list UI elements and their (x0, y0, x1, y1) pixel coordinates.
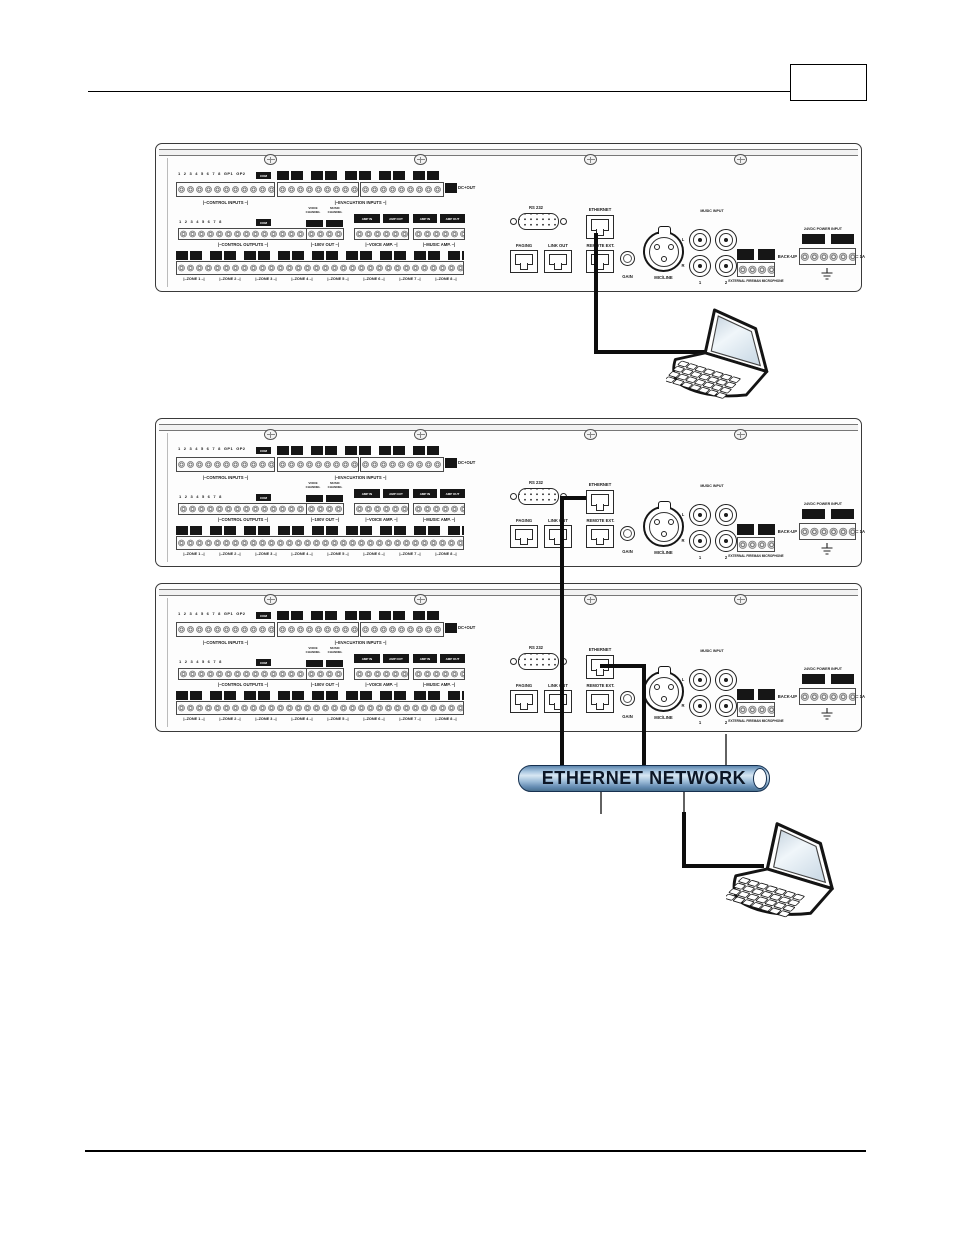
zone-label: |– ZONE 7 –| (392, 277, 428, 281)
ground-icon (820, 268, 834, 281)
music-input-label: MUSIC INPUT (700, 649, 724, 653)
rca-1-label: 1 (698, 720, 702, 725)
voice-channel-connector (306, 495, 323, 502)
xlr-pin (661, 531, 667, 537)
screw-icon (264, 594, 277, 605)
evacuation-input-connectors (277, 171, 444, 180)
screw-icon (414, 594, 427, 605)
control-inputs-terminal-strip (176, 622, 275, 637)
music-input-rca-jack (689, 229, 711, 251)
zone-output-connectors (176, 691, 464, 700)
power-connectors (802, 234, 856, 244)
ethernet-port (586, 215, 614, 239)
control-outputs-numbers: 1 2 3 4 5 6 7 8 (179, 659, 222, 664)
music-input-rca-jack (689, 695, 711, 717)
music-input-rca-jack (689, 530, 711, 552)
screw-icon (734, 429, 747, 440)
rs232-label: RS 232 (529, 480, 543, 485)
voice-amp-label: |– VOICE AMP. –| (352, 682, 411, 687)
zone-label: |– ZONE 6 –| (356, 552, 392, 556)
remote-ext-port (586, 250, 614, 273)
zone-label: |– ZONE 5 –| (320, 552, 356, 556)
link-out-label: LINK OUT (548, 518, 568, 523)
zone-label: |– ZONE 8 –| (428, 552, 464, 556)
laptop-1 (666, 299, 778, 405)
music-amp-in-label: AMP IN (413, 489, 437, 498)
dc-out-label: DC+OUT (458, 185, 476, 190)
music-input-label: MUSIC INPUT (700, 209, 724, 213)
rs232-port (518, 488, 559, 505)
xlr-pin (668, 519, 674, 525)
zone-label: |– ZONE 2 –| (212, 552, 248, 556)
remote-ext-label: REMOTE EXT. (586, 683, 615, 688)
control-inputs-label: |– CONTROL INPUTS –| (176, 200, 275, 205)
link-out-label: LINK OUT (548, 243, 568, 248)
zone-label: |– ZONE 2 –| (212, 717, 248, 721)
laptop-icon (666, 299, 778, 405)
amplifier-rear-panel (155, 418, 865, 567)
screw-icon (584, 429, 597, 440)
panel-edge-line (167, 598, 168, 727)
zone-label: |– ZONE 2 –| (212, 277, 248, 281)
amplifier-rear-panel (155, 583, 865, 732)
xlr-pin (668, 684, 674, 690)
rca-1-label: 1 (698, 555, 702, 560)
zone-output-connectors (176, 526, 464, 535)
backup-label: BACK-UP (777, 529, 797, 534)
ethernet-network-label: ETHERNET NETWORK (541, 768, 747, 788)
voice-amp-terminal-strip (354, 228, 409, 240)
com-terminal-label: COM (256, 447, 271, 454)
voice-amp-terminal-strip (354, 668, 409, 680)
100v-out-label: |– 100V OUT –| (302, 682, 348, 687)
zone-terminal-strip (176, 701, 464, 715)
power-input-label: 24VDC POWER INPUT (804, 667, 842, 671)
paging-port (510, 525, 538, 548)
amplifier-unit-1 (155, 143, 865, 292)
dc-out-connector (445, 183, 457, 193)
zone-terminal-strip (176, 261, 464, 275)
xlr-pin (654, 684, 660, 690)
com-terminal-label: COM (256, 659, 271, 666)
music-input-rca-jack (715, 504, 737, 526)
power-input-label: 24VDC POWER INPUT (804, 227, 842, 231)
evacuation-inputs-terminal-strip (360, 622, 444, 637)
zone-label: |– ZONE 6 –| (356, 277, 392, 281)
power-terminal (799, 248, 856, 265)
music-amp-out-label: AMP OUT (440, 654, 465, 663)
zone-label: |– ZONE 4 –| (284, 552, 320, 556)
screw-icon (264, 429, 277, 440)
100v-out-terminal-strip (306, 503, 344, 515)
evacuation-inputs-terminal-strip (360, 457, 444, 472)
rs232-screw-hole (560, 658, 567, 665)
zone-label: |– ZONE 1 –| (176, 277, 212, 281)
xlr-latch-tab (658, 501, 671, 509)
voice-amp-in-label: AMP IN (354, 214, 380, 223)
remote-ext-label: REMOTE EXT. (586, 243, 615, 248)
control-inputs-terminal-strip (176, 182, 275, 197)
music-input-rca-jack (689, 669, 711, 691)
zone-label: |– ZONE 4 –| (284, 277, 320, 281)
current-rating-label: = 1A (856, 529, 870, 534)
music-amp-terminal-strip (413, 228, 465, 240)
link-out-port (544, 250, 572, 273)
fireman-mic-terminal (737, 702, 775, 717)
dc-out-label: DC+OUT (458, 460, 476, 465)
control-inputs-label: |– CONTROL INPUTS –| (176, 475, 275, 480)
voice-channel-label: VOICE CHANNEL (305, 206, 321, 214)
zone-label: |– ZONE 6 –| (356, 717, 392, 721)
rca-right-label: R (681, 263, 685, 268)
page-number-box (790, 64, 867, 101)
rs232-label: RS 232 (529, 645, 543, 650)
voice-amp-label: |– VOICE AMP. –| (352, 242, 411, 247)
rca-2-label: 2 (724, 720, 728, 725)
panel-edge-line (167, 433, 168, 562)
amplifier-unit-2 (155, 418, 865, 567)
pipe-end-cap (753, 768, 767, 789)
rca-left-label: L (681, 237, 685, 242)
rca-left-label: L (681, 512, 685, 517)
zone-label: |– ZONE 7 –| (392, 552, 428, 556)
laptop-2 (726, 812, 844, 924)
panel-edge-line (167, 158, 168, 287)
control-outputs-terminal-strip (178, 503, 308, 515)
screw-icon (414, 154, 427, 165)
paging-port (510, 250, 538, 273)
control-inputs-numbers: 1 2 3 4 5 6 7 8 GP1 GP2 (178, 446, 246, 451)
control-outputs-terminal-strip (178, 668, 308, 680)
screw-icon (584, 154, 597, 165)
music-channel-label: MUSIC CHANNEL (327, 481, 343, 489)
gain-label: GAIN (622, 549, 633, 554)
control-outputs-label: |– CONTROL OUTPUTS –| (178, 242, 308, 247)
gain-knob (620, 691, 635, 706)
evacuation-input-connectors (277, 611, 444, 620)
com-terminal-label: COM (256, 612, 271, 619)
music-amp-label: |– MUSIC AMP. –| (411, 242, 467, 247)
paging-label: PAGING (515, 243, 533, 248)
music-input-rca-jack (689, 504, 711, 526)
zone-label: |– ZONE 5 –| (320, 717, 356, 721)
gain-label: GAIN (622, 714, 633, 719)
zone-label: |– ZONE 1 –| (176, 717, 212, 721)
music-channel-label: MUSIC CHANNEL (327, 646, 343, 654)
rs232-screw-hole (510, 493, 517, 500)
zone-label: |– ZONE 7 –| (392, 717, 428, 721)
music-amp-terminal-strip (413, 503, 465, 515)
100v-out-terminal-strip (306, 228, 344, 240)
evacuation-inputs-terminal-strip (277, 622, 359, 637)
xlr-latch-tab (658, 666, 671, 674)
screw-icon (584, 594, 597, 605)
link-out-port (544, 525, 572, 548)
ethernet-port (586, 490, 614, 514)
music-amp-out-label: AMP OUT (440, 214, 465, 223)
rs232-label: RS 232 (529, 205, 543, 210)
voice-channel-connector (306, 660, 323, 667)
control-inputs-numbers: 1 2 3 4 5 6 7 8 GP1 GP2 (178, 611, 246, 616)
zone-label: |– ZONE 1 –| (176, 552, 212, 556)
music-input-rca-jack (715, 695, 737, 717)
voice-amp-out-label: AMP OUT (383, 489, 409, 498)
control-inputs-terminal-strip (176, 457, 275, 472)
dc-out-connector (445, 458, 457, 468)
remote-ext-port (586, 690, 614, 713)
music-input-label: MUSIC INPUT (700, 484, 724, 488)
zone-label: |– ZONE 5 –| (320, 277, 356, 281)
rs232-screw-hole (510, 658, 517, 665)
backup-label: BACK-UP (777, 694, 797, 699)
power-connectors (802, 509, 856, 519)
rca-right-label: R (681, 703, 685, 708)
evacuation-input-connectors (277, 446, 444, 455)
voice-channel-label: VOICE CHANNEL (305, 646, 321, 654)
music-input-rca-jack (715, 669, 737, 691)
screw-icon (264, 154, 277, 165)
voice-amp-in-label: AMP IN (354, 489, 380, 498)
voice-amp-label: |– VOICE AMP. –| (352, 517, 411, 522)
gain-knob (620, 251, 635, 266)
rack-top-rail (159, 424, 858, 431)
rca-2-label: 2 (724, 555, 728, 560)
ethernet-port (586, 655, 614, 679)
zone-label: |– ZONE 3 –| (248, 717, 284, 721)
screw-icon (734, 594, 747, 605)
ethernet-label: ETHERNET (588, 647, 612, 652)
xlr-pin (654, 519, 660, 525)
fireman-mic-terminal (737, 537, 775, 552)
paging-label: PAGING (515, 683, 533, 688)
zone-label: |– ZONE 3 –| (248, 552, 284, 556)
dc-out-connector (445, 623, 457, 633)
rs232-screw-hole (510, 218, 517, 225)
mic-line-label: MIC/LINE (654, 550, 673, 555)
com-terminal-label: COM (256, 494, 271, 501)
rs232-port (518, 653, 559, 670)
footer-rule (85, 1150, 866, 1152)
remote-ext-port (586, 525, 614, 548)
mic-line-xlr-port (643, 506, 684, 547)
current-rating-label: = 1A (856, 254, 870, 259)
zone-labels-row (176, 717, 464, 721)
music-amp-label: |– MUSIC AMP. –| (411, 517, 467, 522)
power-terminal (799, 523, 856, 540)
evacuation-inputs-terminal-strip (360, 182, 444, 197)
xlr-pin (654, 244, 660, 250)
music-amp-label: |– MUSIC AMP. –| (411, 682, 467, 687)
music-amp-in-label: AMP IN (413, 654, 437, 663)
zone-labels-row (176, 277, 464, 281)
zone-label: |– ZONE 3 –| (248, 277, 284, 281)
control-inputs-label: |– CONTROL INPUTS –| (176, 640, 275, 645)
link-out-port (544, 690, 572, 713)
xlr-latch-tab (658, 226, 671, 234)
rca-right-label: R (681, 538, 685, 543)
rack-top-rail (159, 589, 858, 596)
control-outputs-terminal-strip (178, 228, 308, 240)
mic-line-label: MIC/LINE (654, 275, 673, 280)
remote-ext-label: REMOTE EXT. (586, 518, 615, 523)
rs232-port (518, 213, 559, 230)
amplifier-unit-3 (155, 583, 865, 732)
zone-labels-row (176, 552, 464, 556)
laptop-icon (726, 812, 844, 924)
xlr-pin (661, 256, 667, 262)
mic-line-xlr-port (643, 671, 684, 712)
xlr-pin (661, 696, 667, 702)
evacuation-inputs-label: |– EVACUATION INPUTS –| (277, 200, 444, 205)
voice-channel-label: VOICE CHANNEL (305, 481, 321, 489)
screw-icon (734, 154, 747, 165)
voice-channel-connector (306, 220, 323, 227)
rca-left-label: L (681, 677, 685, 682)
100v-out-label: |– 100V OUT –| (302, 242, 348, 247)
evacuation-inputs-label: |– EVACUATION INPUTS –| (277, 640, 444, 645)
mic-line-xlr-port (643, 231, 684, 272)
music-channel-label: MUSIC CHANNEL (327, 206, 343, 214)
zone-label: |– ZONE 8 –| (428, 277, 464, 281)
music-input-rca-jack (715, 255, 737, 277)
rca-2-label: 2 (724, 280, 728, 285)
power-terminal (799, 688, 856, 705)
com-terminal-label: COM (256, 172, 271, 179)
screw-icon (414, 429, 427, 440)
fireman-mic-label: EXTERNAL FIREMAN MICROPHONE (728, 279, 784, 283)
100v-out-terminal-strip (306, 668, 344, 680)
com-terminal-label: COM (256, 219, 271, 226)
voice-amp-in-label: AMP IN (354, 654, 380, 663)
link-out-label: LINK OUT (548, 683, 568, 688)
evacuation-inputs-label: |– EVACUATION INPUTS –| (277, 475, 444, 480)
music-channel-connector (326, 220, 343, 227)
control-outputs-label: |– CONTROL OUTPUTS –| (178, 682, 308, 687)
gain-label: GAIN (622, 274, 633, 279)
gain-knob (620, 526, 635, 541)
ground-icon (820, 708, 834, 721)
music-input-rca-jack (715, 530, 737, 552)
music-channel-connector (326, 495, 343, 502)
rs232-screw-hole (560, 493, 567, 500)
control-inputs-numbers: 1 2 3 4 5 6 7 8 GP1 GP2 (178, 171, 246, 176)
fireman-mic-terminal (737, 262, 775, 277)
voice-amp-out-label: AMP OUT (383, 214, 409, 223)
amplifier-rear-panel (155, 143, 865, 292)
fireman-mic-label: EXTERNAL FIREMAN MICROPHONE (728, 719, 784, 723)
rack-top-rail (159, 149, 858, 156)
xlr-pin (668, 244, 674, 250)
rs232-screw-hole (560, 218, 567, 225)
rca-1-label: 1 (698, 280, 702, 285)
ethernet-network-pipe (518, 765, 770, 792)
music-amp-terminal-strip (413, 668, 465, 680)
paging-label: PAGING (515, 518, 533, 523)
fireman-mic-label: EXTERNAL FIREMAN MICROPHONE (728, 554, 784, 558)
current-rating-label: = 1A (856, 694, 870, 699)
zone-label: |– ZONE 8 –| (428, 717, 464, 721)
paging-port (510, 690, 538, 713)
dc-out-label: DC+OUT (458, 625, 476, 630)
zone-terminal-strip (176, 536, 464, 550)
music-input-rca-jack (689, 255, 711, 277)
music-channel-connector (326, 660, 343, 667)
music-input-rca-jack (715, 229, 737, 251)
control-outputs-numbers: 1 2 3 4 5 6 7 8 (179, 219, 222, 224)
100v-out-label: |– 100V OUT –| (302, 517, 348, 522)
music-amp-in-label: AMP IN (413, 214, 437, 223)
music-amp-out-label: AMP OUT (440, 489, 465, 498)
voice-amp-out-label: AMP OUT (383, 654, 409, 663)
power-input-label: 24VDC POWER INPUT (804, 502, 842, 506)
mic-line-label: MIC/LINE (654, 715, 673, 720)
control-outputs-label: |– CONTROL OUTPUTS –| (178, 517, 308, 522)
evacuation-inputs-terminal-strip (277, 182, 359, 197)
backup-label: BACK-UP (777, 254, 797, 259)
zone-output-connectors (176, 251, 464, 260)
voice-amp-terminal-strip (354, 503, 409, 515)
evacuation-inputs-terminal-strip (277, 457, 359, 472)
ethernet-label: ETHERNET (588, 482, 612, 487)
control-outputs-numbers: 1 2 3 4 5 6 7 8 (179, 494, 222, 499)
zone-label: |– ZONE 4 –| (284, 717, 320, 721)
ground-icon (820, 543, 834, 556)
header-rule (88, 91, 790, 92)
power-connectors (802, 674, 856, 684)
ethernet-label: ETHERNET (588, 207, 612, 212)
